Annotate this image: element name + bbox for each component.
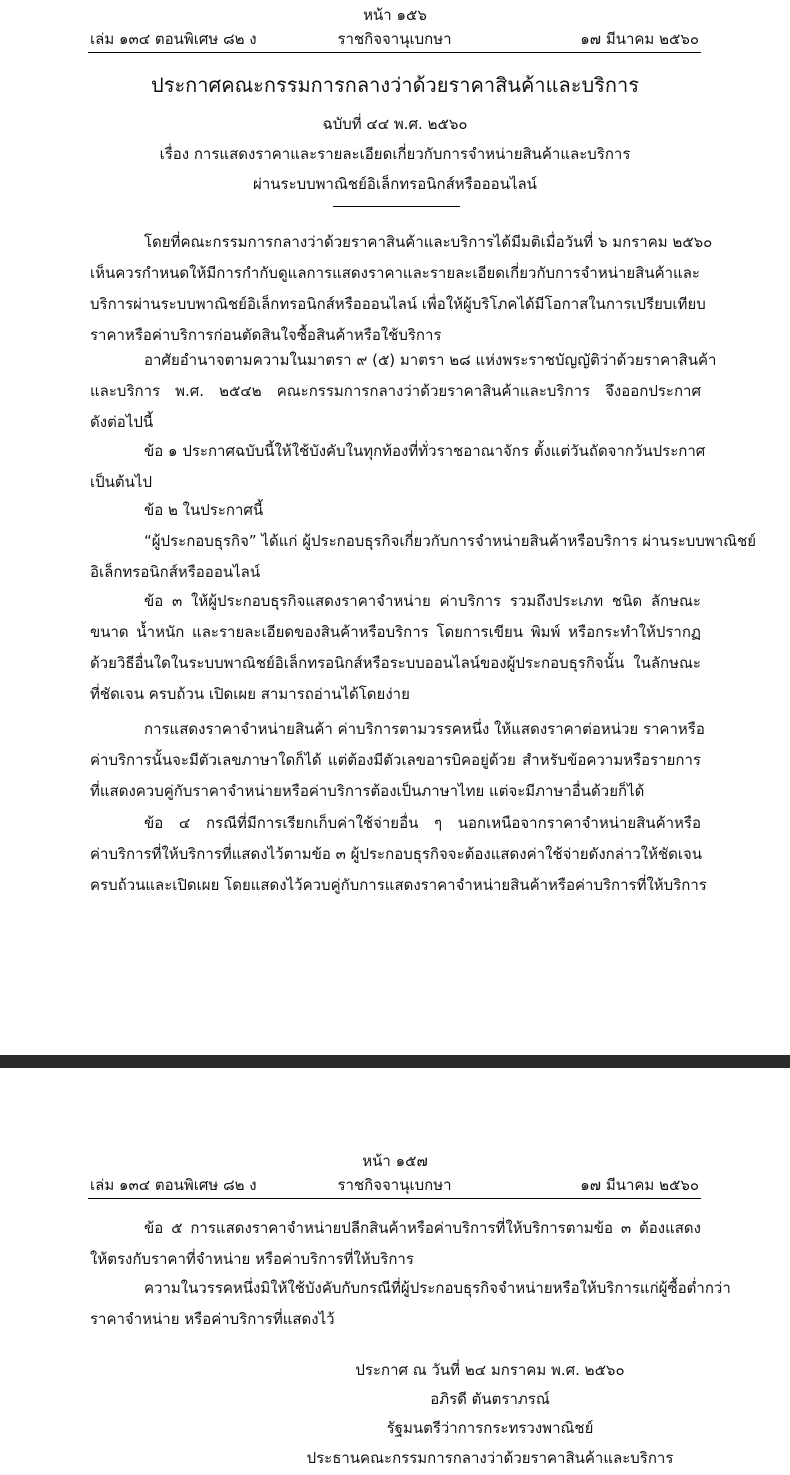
text-line: “ผู้ประกอบธุรกิจ” ได้แก่ ผู้ประกอบธุรกิจเกี่ยวกับการจำหน่ายสินค้าหรือบริการ ผ่านระบบพาณิชย์ — [144, 532, 757, 550]
signatory-position-1: รัฐมนตรีว่าการกระทรวงพาณิชย์ — [386, 1419, 594, 1437]
text-line: ที่แสดงควบคู่กับราคาจำหน่ายหรือค่าบริการต้องเป็นภาษาไทย แต่จะมีภาษาอื่นด้วยก็ได้ — [90, 782, 645, 800]
text-line: ความในวรรคหนึ่งมิให้ใช้บังคับกับกรณีที่ผู้ประกอบธุรกิจจำหน่ายหรือให้บริการแก่ผู้ซื้อต่ำกว่า — [144, 1279, 731, 1297]
header-publication: ราชกิจจานุเบกษา — [337, 1176, 452, 1194]
text-line: ครบถ้วนและเปิดเผย โดยแสดงไว้ควบคู่กับการแสดงราคาจำหน่ายสินค้าหรือค่าบริการที่ให้บริการ — [90, 876, 707, 894]
text-line: ข้อ ๒ ในประกาศนี้ — [144, 501, 264, 519]
text-line: อิเล็กทรอนิกส์หรือออนไลน์ — [90, 563, 261, 581]
text-line: ที่ชัดเจน ครบถ้วน เปิดเผย สามารถอ่านได้โดยง่าย — [90, 685, 410, 703]
clause-1 — [90, 436, 706, 498]
text-line: ราคาหรือค่าบริการก่อนตัดสินใจซื้อสินค้าหรือใช้บริการ — [90, 326, 442, 344]
authority-paragraph — [90, 345, 717, 438]
text-line: โดยที่คณะกรรมการกลางว่าด้วยราคาสินค้าและบริการได้มีมติเมื่อวันที่ ๖ มกราคม ๒๕๖๐ — [144, 233, 713, 251]
text-line: ข้อ ๓ ให้ผู้ประกอบธุรกิจแสดงราคาจำหน่าย ค่าบริการ รวมถึงประเภท ชนิด ลักษณะ — [144, 592, 701, 610]
signatory-position-2: ประธานคณะกรรมการกลางว่าด้วยราคาสินค้าและบริการ — [306, 1449, 674, 1467]
text-line: ให้ตรงกับราคาที่จำหน่าย หรือค่าบริการที่ให้บริการ — [90, 1250, 414, 1268]
preamble-paragraph — [90, 227, 713, 351]
issue-number: ฉบับที่ ๔๔ พ.ศ. ๒๕๖๐ — [322, 115, 468, 133]
text-line: บริการผ่านระบบพาณิชย์อิเล็กทรอนิกส์หรือออนไลน์ เพื่อให้ผู้บริโภคได้มีโอกาสในการเปรียบเทียบ — [90, 295, 706, 313]
text-line: ราคาจำหน่าย หรือค่าบริการที่แสดงไว้ — [90, 1310, 335, 1328]
header-date: ๑๗ มีนาคม ๒๕๖๐ — [580, 30, 699, 48]
definition-paragraph — [90, 526, 757, 588]
text-line: ข้อ ๔ กรณีที่มีการเรียกเก็บค่าใช้จ่ายอื่น ๆ นอกเหนือจากราคาจำหน่ายสินค้าหรือ — [144, 814, 701, 832]
title-rule — [333, 206, 460, 207]
clause-4 — [90, 808, 707, 901]
text-line: เป็นต้นไป — [90, 473, 152, 491]
announcement-date: ประกาศ ณ วันที่ ๒๔ มกราคม พ.ศ. ๒๕๖๐ — [355, 1361, 625, 1379]
text-line: และบริการ พ.ศ. ๒๕๔๒ คณะกรรมการกลางว่าด้วยราคาสินค้าและบริการ จึงออกประกาศ — [90, 382, 701, 400]
page-number: หน้า ๑๕๗ — [362, 1152, 428, 1170]
running-header — [88, 1174, 701, 1199]
subject-line-2: ผ่านระบบพาณิชย์อิเล็กทรอนิกส์หรือออนไลน์ — [253, 175, 537, 193]
clause-3-paragraph-2 — [90, 714, 705, 807]
clause-2 — [90, 495, 701, 526]
text-line: ค่าบริการที่ให้บริการที่แสดงไว้ตามข้อ ๓ ผู้ประกอบธุรกิจจะต้องแสดงค่าใช้จ่ายดังกล่าวให้ชัดเจน — [90, 845, 703, 863]
header-publication: ราชกิจจานุเบกษา — [337, 30, 452, 48]
text-line: การแสดงราคาจำหน่ายสินค้า ค่าบริการตามวรรคหนึ่ง ให้แสดงราคาต่อหน่วย ราคาหรือ — [144, 720, 705, 738]
running-header — [88, 28, 701, 53]
header-date: ๑๗ มีนาคม ๒๕๖๐ — [580, 1176, 699, 1194]
signatory-name: อภิรดี ตันตราภรณ์ — [430, 1390, 550, 1408]
clause-5-paragraph-2 — [90, 1273, 731, 1335]
text-line: เห็นควรกำหนดให้มีการกำกับดูแลการแสดงราคาและรายละเอียดเกี่ยวกับการจำหน่ายสินค้าและ — [90, 264, 700, 282]
gazette-page-157 — [0, 1068, 790, 1475]
document-title: ประกาศคณะกรรมการกลางว่าด้วยราคาสินค้าและบริการ — [151, 73, 639, 97]
text-line: ค่าบริการนั้นจะมีตัวเลขภาษาใดก็ได้ แต่ต้องมีตัวเลขอารบิคอยู่ด้วย สำหรับข้อความหรือรายการ — [90, 751, 701, 769]
subject-line-1: เรื่อง การแสดงราคาและรายละเอียดเกี่ยวกับการจำหน่ายสินค้าและบริการ — [159, 145, 631, 163]
clause-5 — [90, 1213, 701, 1275]
header-volume: เล่ม ๑๓๔ ตอนพิเศษ ๘๒ ง — [90, 1176, 257, 1194]
text-line: ดังต่อไปนี้ — [90, 413, 154, 431]
text-line: ด้วยวิธีอื่นใดในระบบพาณิชย์อิเล็กทรอนิกส์หรือระบบออนไลน์ของผู้ประกอบธุรกิจนั้น ในลักษณะ — [90, 654, 701, 672]
text-line: อาศัยอำนาจตามความในมาตรา ๙ (๕) มาตรา ๒๘ แห่งพระราชบัญญัติว่าด้วยราคาสินค้า — [144, 351, 717, 369]
page-number: หน้า ๑๕๖ — [363, 6, 427, 24]
text-line: ขนาด น้ำหนัก และรายละเอียดของสินค้าหรือบริการ โดยการเขียน พิมพ์ หรือกระทำให้ปรากฏ — [90, 623, 701, 641]
header-volume: เล่ม ๑๓๔ ตอนพิเศษ ๘๒ ง — [90, 30, 257, 48]
page-separator — [0, 1055, 790, 1068]
clause-3 — [90, 586, 701, 710]
text-line: ข้อ ๕ การแสดงราคาจำหน่ายปลีกสินค้าหรือค่าบริการที่ให้บริการตามข้อ ๓ ต้องแสดง — [144, 1219, 701, 1237]
text-line: ข้อ ๑ ประกาศฉบับนี้ให้ใช้บังคับในทุกท้องที่ทั่วราชอาณาจักร ตั้งแต่วันถัดจากวันประกาศ — [144, 442, 706, 460]
